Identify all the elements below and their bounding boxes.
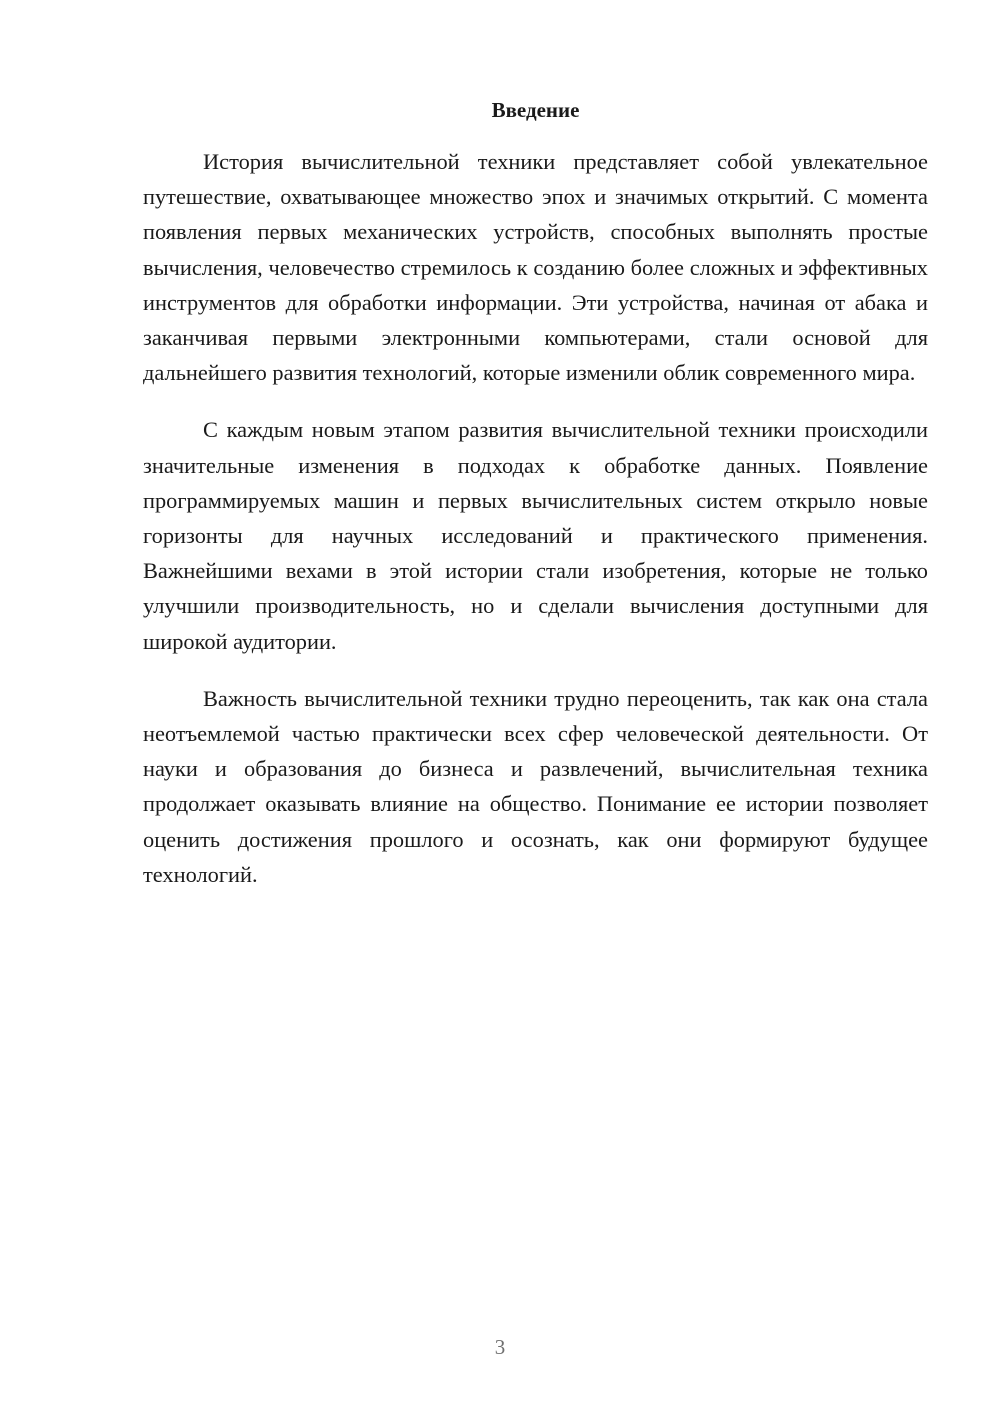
page-number: 3 — [494, 1335, 506, 1359]
section-title: Введение — [491, 98, 580, 122]
paragraph-2: С каждым новым этапом развития вычислительной техники происходили значительные изменения в подходах к обработке данных. Появление программируемых машин и первых вычислительных систем открыло новые горизонты для научных исследований и практического применения. Важнейшими вехами в этой истории стали изобретения, которые не только улучшили производительность, но и сделали вычисления доступными для широкой аудитории. — [143, 417, 928, 654]
page-content — [143, 95, 928, 914]
paragraph-3: Важность вычислительной техники трудно переоценить, так как она стала неотъемлемой частью практически всех сфер человеческой деятельности. От науки и образования до бизнеса и развлечений, вычислительная техника продолжает оказывать влияние на общество. Понимание ее истории позволяет оценить достижения прошлого и осознать, как они формируют будущее технологий. — [143, 685, 928, 887]
paragraph-1: История вычислительной техники представляет собой увлекательное путешествие, охватывающее множество эпох и значимых открытий. С момента появления первых механических устройств, способных выполнять простые вычисления, человечество стремилось к созданию более сложных и эффективных инструментов для обработки информации. Эти устройства, начиная от абака и заканчивая первыми электронными компьютерами, стали основой для дальнейшего развития технологий, которые изменили облик современного мира. — [143, 149, 928, 386]
